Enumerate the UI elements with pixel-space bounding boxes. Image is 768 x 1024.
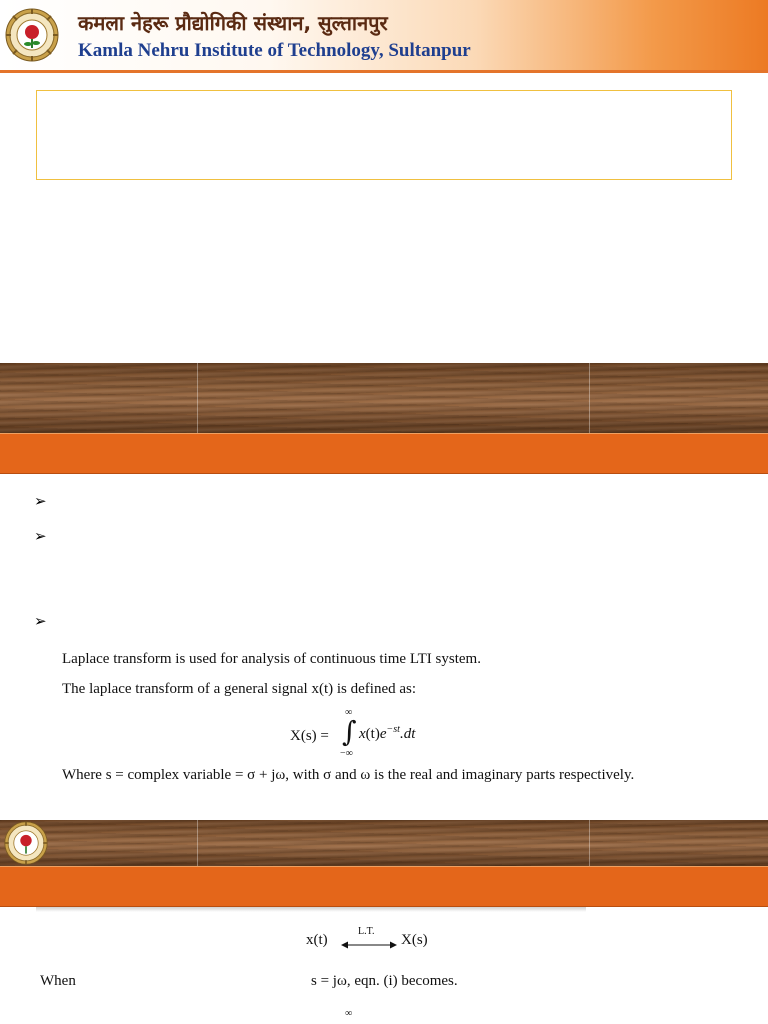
integrand-dt: .dt — [399, 726, 416, 742]
transform-pair-left: x(t) — [306, 932, 328, 948]
banner-divider — [197, 820, 198, 866]
banner-divider — [589, 363, 590, 433]
institute-name-hindi: कमला नेहरू प्रौद्योगिकी संस्थान, सुल्तानपुर — [78, 11, 388, 35]
arrow-bullet-icon: ➢ — [34, 492, 47, 510]
header-banner — [0, 0, 768, 73]
paragraph-complex-variable: Where s = complex variable = σ + jω, with σ and ω is the real and imaginary parts respectively. — [62, 767, 635, 783]
institute-name-english: Kamla Nehru Institute of Technology, Sultanpur — [78, 40, 471, 61]
institute-seal-icon — [5, 8, 59, 62]
integrand-exponent: −st — [386, 724, 400, 735]
when-label: When — [40, 973, 76, 989]
formula-lhs: X(s) = — [290, 728, 329, 744]
arrow-bullet-icon: ➢ — [34, 527, 47, 545]
banner-divider — [589, 820, 590, 866]
banner-divider — [197, 363, 198, 433]
section-title-bar — [0, 433, 768, 474]
condition-text: s = jω, eqn. (i) becomes. — [311, 973, 458, 989]
wood-banner — [0, 820, 768, 866]
paragraph-laplace-definition: The laplace transform of a general signal x(t) is defined as: — [62, 681, 417, 697]
arrow-bullet-icon: ➢ — [34, 612, 47, 630]
integrand-x: x — [359, 726, 366, 742]
integral-upper-limit: ∞ — [345, 707, 353, 718]
double-arrow-icon — [341, 940, 397, 950]
institute-seal-icon — [4, 821, 48, 865]
section-title-bar — [0, 866, 768, 907]
integral-lower-limit: −∞ — [340, 748, 353, 759]
slide-title-box — [36, 90, 732, 180]
integral-upper-limit: ∞ — [345, 1008, 353, 1019]
transform-pair-right: X(s) — [401, 932, 428, 948]
content-shadow — [36, 907, 586, 912]
integral-sign: ∫ — [342, 715, 357, 748]
integrand — [359, 724, 415, 743]
transform-arrow-label: L.T. — [358, 926, 375, 937]
integrand-t: (t) — [365, 726, 380, 742]
wood-banner — [0, 363, 768, 433]
integrand-e: e — [379, 726, 387, 742]
paragraph-laplace-usage: Laplace transform is used for analysis of continuous time LTI system. — [62, 651, 481, 667]
